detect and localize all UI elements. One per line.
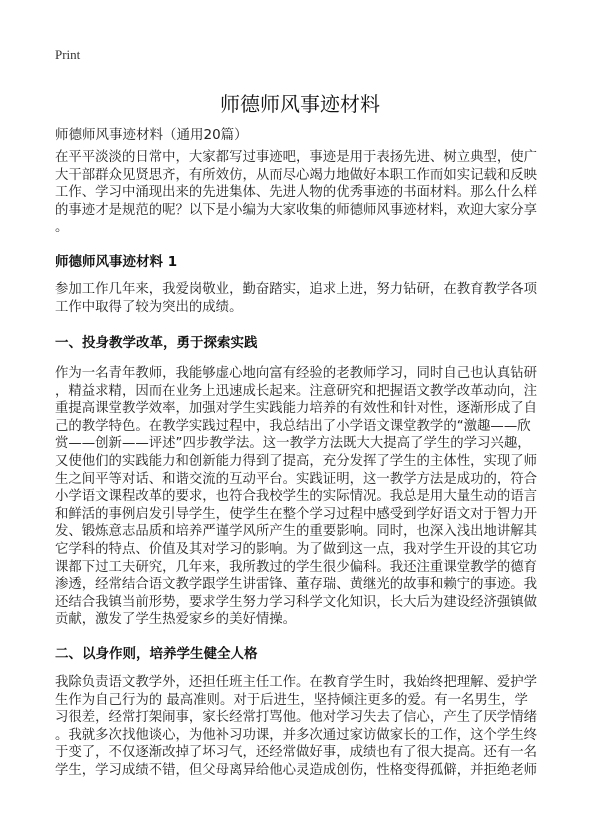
section-title: 师德师风事迹材料 1: [55, 254, 178, 270]
document-subtitle: 师德师风事迹材料（通用20篇）: [55, 127, 248, 143]
text-line: ，精益求精，因而在业务上迅速成长起来。注意研究和把握语文教学改革动向，注: [55, 383, 538, 399]
paragraph-1: [55, 365, 555, 629]
text-line: 学生，学习成绩不错，但父母离异给他心灵造成创伤，性格变得孤僻，并拒绝老师: [55, 762, 538, 778]
paragraph-2: [55, 674, 555, 780]
section-intro-paragraph: [55, 281, 555, 316]
text-line: 我除负责语文教学外，还担任班主任工作。在教育学生时，我始终把理解、爱护学: [55, 675, 538, 690]
heading-1: 一、投身教学改革，勇于探索实践: [55, 335, 258, 351]
text-line: 生之间平等对话、和谐交流的互动平台。实践证明，这一教学方法是成功的，符合: [55, 471, 538, 487]
text-line: 的事迹才是规范的呢？以下是小编为大家收集的师德师风事迹材料，欢迎大家分享: [55, 202, 538, 218]
text-line: 己的教学特色。在教学实践过程中，我总结出了小学语文课堂教学的“激趣——欣: [55, 418, 531, 434]
text-line: 又使他们的实践能力和创新能力得到了提高，充分发挥了学生的主体性，实现了师: [55, 453, 538, 469]
text-line: 生作为自己行为的 最高准则。对于后进生，坚持倾注更多的爱。有一名男生，学: [55, 692, 528, 708]
text-line: 发、锻炼意志品质和培养严谨学风所产生的重要影响。同时，也深入浅出地讲解其: [55, 524, 538, 540]
text-line: 大干部群众见贤思齐，有所效仿，从而尽心竭力地做好本职工作而如实记载和反映: [55, 167, 538, 183]
text-line: 于变了，不仅逐渐改掉了坏习气，还经常做好事，成绩也有了很大提高。还有一名: [55, 745, 538, 761]
text-line: 习很差，经常打架闹事，家长经常打骂他。他对学习失去了信心，产生了厌学情绪: [55, 710, 538, 726]
text-line: 贡献，激发了学生热爱家乡的美好情操。: [55, 612, 297, 628]
text-line: 参加工作几年来，我爱岗敬业，勤奋踏实，追求上进，努力钻研，在教育教学各项: [55, 282, 538, 297]
heading-2: 二、以身作则，培养学生健全人格: [55, 646, 258, 662]
text-line: 课都下过工夫研究，几年来，我所教过的学生很少偏科。我还注重课堂教学的德育: [55, 559, 538, 575]
text-line: 工作、学习中涌现出来的先进集体、先进人物的优秀事迹的书面材料。那么什么样: [55, 185, 538, 201]
intro-paragraph: [55, 149, 555, 237]
text-line: 小学语文课程改革的要求，也符合我校学生的实际情况。我总是用大量生动的语言: [55, 489, 538, 505]
text-line: 作为一名青年教师，我能够虚心地向富有经验的老教师学习，同时自己也认真钻研: [55, 366, 538, 381]
text-line: 渗透，经常结合语文教学跟学生讲雷锋、董存瑞、黄继光的故事和赖宁的事迹。我: [55, 577, 538, 593]
document-title: 师德师风事迹材料: [220, 92, 380, 116]
text-line: 和鲜活的事例启发引导学生，使学生在整个学习过程中感受到学好语文对于智力开: [55, 506, 538, 522]
text-line: 。: [55, 220, 69, 236]
text-line: 工作中取得了较为突出的成绩。: [55, 299, 243, 315]
text-line: 它学科的特点、价值及其对学习的影响。为了做到这一点，我对学生开设的其它功: [55, 541, 538, 557]
text-line: 赏——创新——评述”四步教学法。这一教学方法既大大提高了学生的学习兴趣，: [55, 436, 531, 452]
text-line: 在平平淡淡的日常中，大家都写过事迹吧，事迹是用于表扬先进、树立典型，使广: [55, 150, 538, 165]
text-line: 重提高课堂教学效率，加强对学生实践能力培养的有效性和针对性，逐渐形成了自: [55, 401, 538, 417]
print-link[interactable]: Print: [55, 47, 81, 62]
text-line: 还结合我镇当前形势，要求学生努力学习科学文化知识，长大后为建设经济强镇做: [55, 594, 538, 610]
text-line: 。我就多次找他谈心，为他补习功课，并多次通过家访做家长的工作，这个学生终: [55, 727, 538, 743]
